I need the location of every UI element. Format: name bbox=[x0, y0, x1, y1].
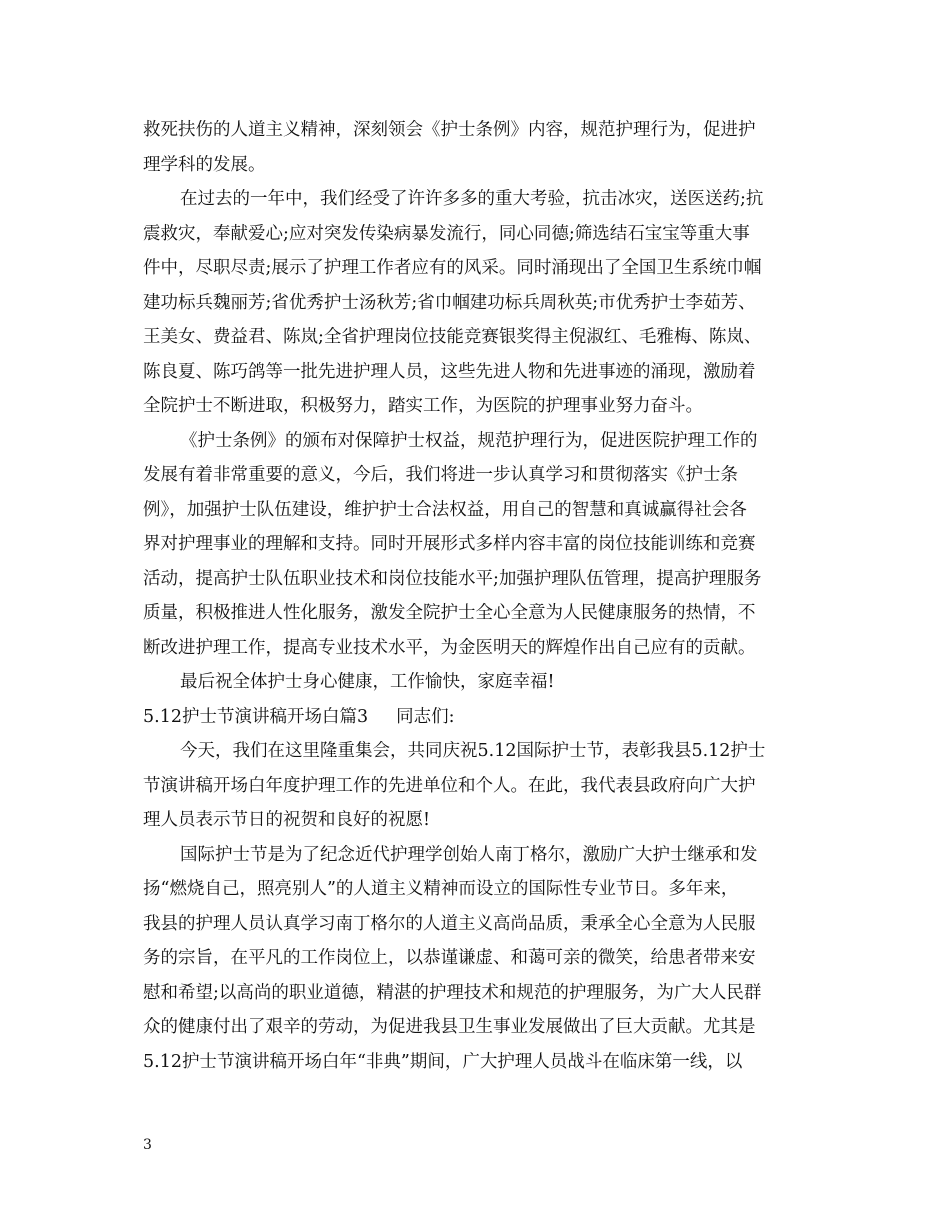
text-line: 扬“燃烧自己，照亮别人”的人道主义精神而设立的国际性专业节日。多年来， bbox=[143, 879, 739, 899]
document-body bbox=[143, 113, 811, 1079]
text-line: 质量，积极推进人性化服务，激发全院护士全心全意为人民健康服务的热情，不 bbox=[143, 603, 756, 623]
text-line: 建功标兵魏丽芳;省优秀护士汤秋芳;省巾帼建功标兵周秋英;市优秀护士李茹芳、 bbox=[143, 292, 756, 313]
page-number: 3 bbox=[143, 1137, 152, 1153]
text-line: 节演讲稿开场白年度护理工作的先进单位和个人。在此，我代表县政府向广大护 bbox=[143, 775, 756, 796]
text-line: 陈良夏、陈巧鸽等一批先进护理人员，这些先进人物和先进事迹的涌现，激励着 bbox=[143, 361, 756, 382]
text-line: 王美女、费益君、陈岚;全省护理岗位技能竞赛银奖得主倪淑红、毛雅梅、陈岚、 bbox=[143, 327, 762, 347]
section-title: 5.12护士节演讲稿开场白篇3 bbox=[143, 706, 369, 727]
text-line: 救死扶伤的人道主义精神，深刻领会《护士条例》内容，规范护理行为，促进护 bbox=[143, 120, 756, 140]
text-line: 5.12护士节演讲稿开场白年“非典”期间，广大护理人员战斗在临床第一线，以 bbox=[143, 1051, 743, 1072]
text-line: 在过去的一年中，我们经受了许许多多的重大考验，抗击冰灾，送医送药;抗 bbox=[180, 189, 764, 209]
section-heading bbox=[143, 700, 811, 735]
text-line: 活动，提高护士队伍职业技术和岗位技能水平;加强护理队伍管理，提高护理服务 bbox=[143, 568, 762, 589]
text-line: 《护士条例》的颁布对保障护士权益，规范护理行为，促进医院护理工作的 bbox=[180, 430, 758, 451]
paragraphs-before-heading bbox=[143, 113, 811, 700]
text-line: 理人员表示节日的祝贺和良好的祝愿! bbox=[143, 810, 431, 830]
text-line: 国际护士节是为了纪念近代护理学创始人南丁格尔，激励广大护士继承和发 bbox=[180, 844, 758, 865]
text-line: 众的健康付出了艰辛的劳动，为促进我县卫生事业发展做出了巨大贡献。尤其是 bbox=[143, 1017, 756, 1037]
text-line: 务的宗旨，在平凡的工作岗位上，以恭谨谦虚、和蔼可亲的微笑，给患者带来安 bbox=[143, 948, 756, 968]
text-line: 理学科的发展。 bbox=[143, 154, 266, 175]
text-line: 件中，尽职尽责;展示了护理工作者应有的风采。同时涌现出了全国卫生系统巾帼 bbox=[143, 258, 762, 278]
text-line: 我县的护理人员认真学习南丁格尔的人道主义高尚品质，秉承全心全意为人民服 bbox=[143, 913, 756, 934]
text-line: 例》，加强护士队伍建设，维护护士合法权益，用自己的智慧和真诚赢得社会各 bbox=[143, 499, 747, 520]
text-line: 今天，我们在这里隆重集会，共同庆祝5.12国际护士节，表彰我县5.12护士 bbox=[180, 741, 766, 761]
text-line: 界对护理事业的理解和支持。同时开展形式多样内容丰富的岗位技能训练和竞赛 bbox=[143, 534, 756, 554]
text-line: 慰和希望;以高尚的职业道德，精湛的护理技术和规范的护理服务，为广大人民群 bbox=[143, 982, 762, 1003]
text-line: 断改进护理工作，提高专业技术水平，为金医明天的辉煌作出自己应有的贡献。 bbox=[143, 637, 756, 658]
text-line: 最后祝全体护士身心健康，工作愉快，家庭幸福! bbox=[180, 672, 555, 692]
paragraphs-after-heading bbox=[143, 734, 811, 1079]
text-line: 震救灾，奉献爱心;应对突发传染病暴发流行，同心同德;筛选结石宝宝等重大事 bbox=[143, 223, 750, 244]
text-line: 全院护士不断进取，积极努力，踏实工作，为医院的护理事业努力奋斗。 bbox=[143, 396, 703, 416]
text-line: 发展有着非常重要的意义，今后，我们将进一步认真学习和贯彻落实《护士条 bbox=[143, 465, 738, 485]
salutation: 同志们: bbox=[396, 706, 455, 727]
